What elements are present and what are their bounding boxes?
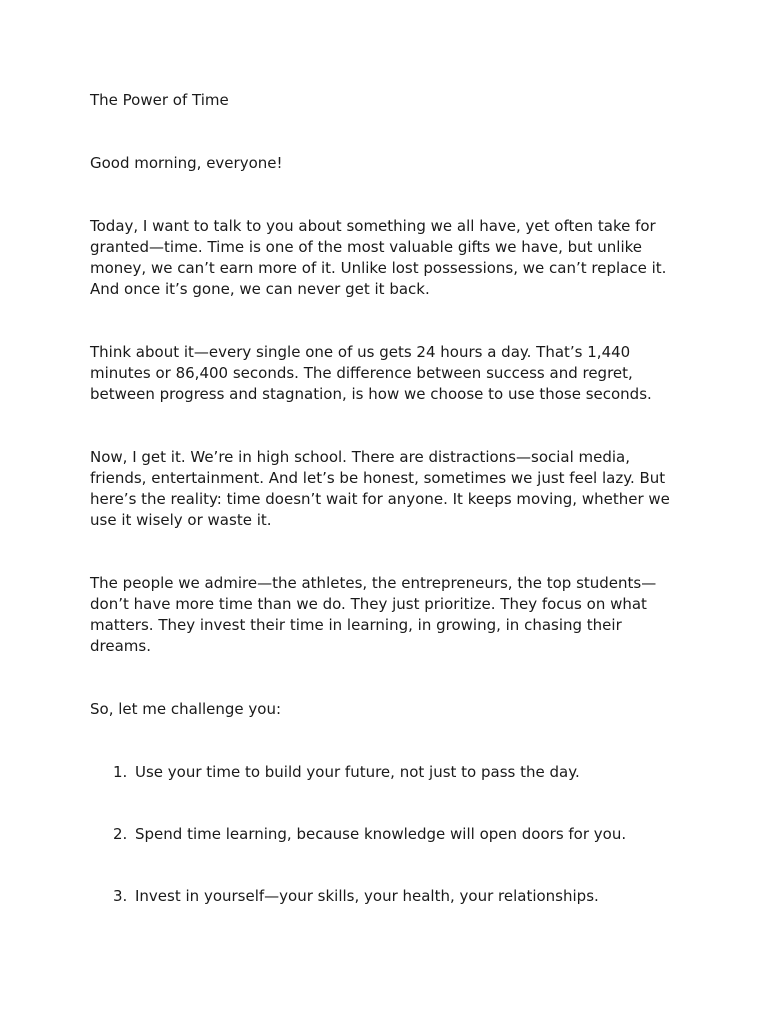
list-item-text: Spend time learning, because knowledge will open doors for you. [135, 825, 627, 843]
list-item [90, 762, 680, 783]
document-title: The Power of Time [90, 91, 229, 109]
list-item-number: 2. [113, 825, 128, 843]
paragraph-admire: The people we admire—the athletes, the entrepreneurs, the top students—don’t have more time than we do. They just prioritize. They focus on what matters. They invest their time in learning, in growing, in chasing their dreams. [90, 574, 657, 655]
paragraph-greeting: Good morning, everyone! [90, 154, 283, 172]
paragraph-challenge-intro: So, let me challenge you: [90, 700, 282, 718]
document-body [90, 90, 680, 948]
paragraph-hours: Think about it—every single one of us gets 24 hours a day. That’s 1,440 minutes or 86,400 seconds. The difference between success and regret, between progress and stagnation, is how we choose to use those seconds. [90, 343, 652, 403]
list-item-text: Use your time to build your future, not just to pass the day. [135, 763, 580, 781]
list-item-number: 1. [113, 763, 128, 781]
challenge-list [90, 762, 680, 907]
list-item-number: 3. [113, 887, 128, 905]
paragraph-distractions: Now, I get it. We’re in high school. There are distractions—social media, friends, entertainment. And let’s be honest, sometimes we just feel lazy. But here’s the reality: time doesn’t wait for anyone. It keeps moving, whether we use it wisely or waste it. [90, 448, 670, 529]
list-item [90, 886, 680, 907]
list-item-text: Invest in yourself—your skills, your health, your relationships. [135, 887, 599, 905]
paragraph-intro: Today, I want to talk to you about something we all have, yet often take for granted—time. Time is one of the most valuable gifts we have, but unlike money, we can’t earn more of it. Unlike lost possessions, we can’t replace it. And once it’s gone, we can never get it back. [90, 217, 667, 298]
list-item [90, 824, 680, 845]
